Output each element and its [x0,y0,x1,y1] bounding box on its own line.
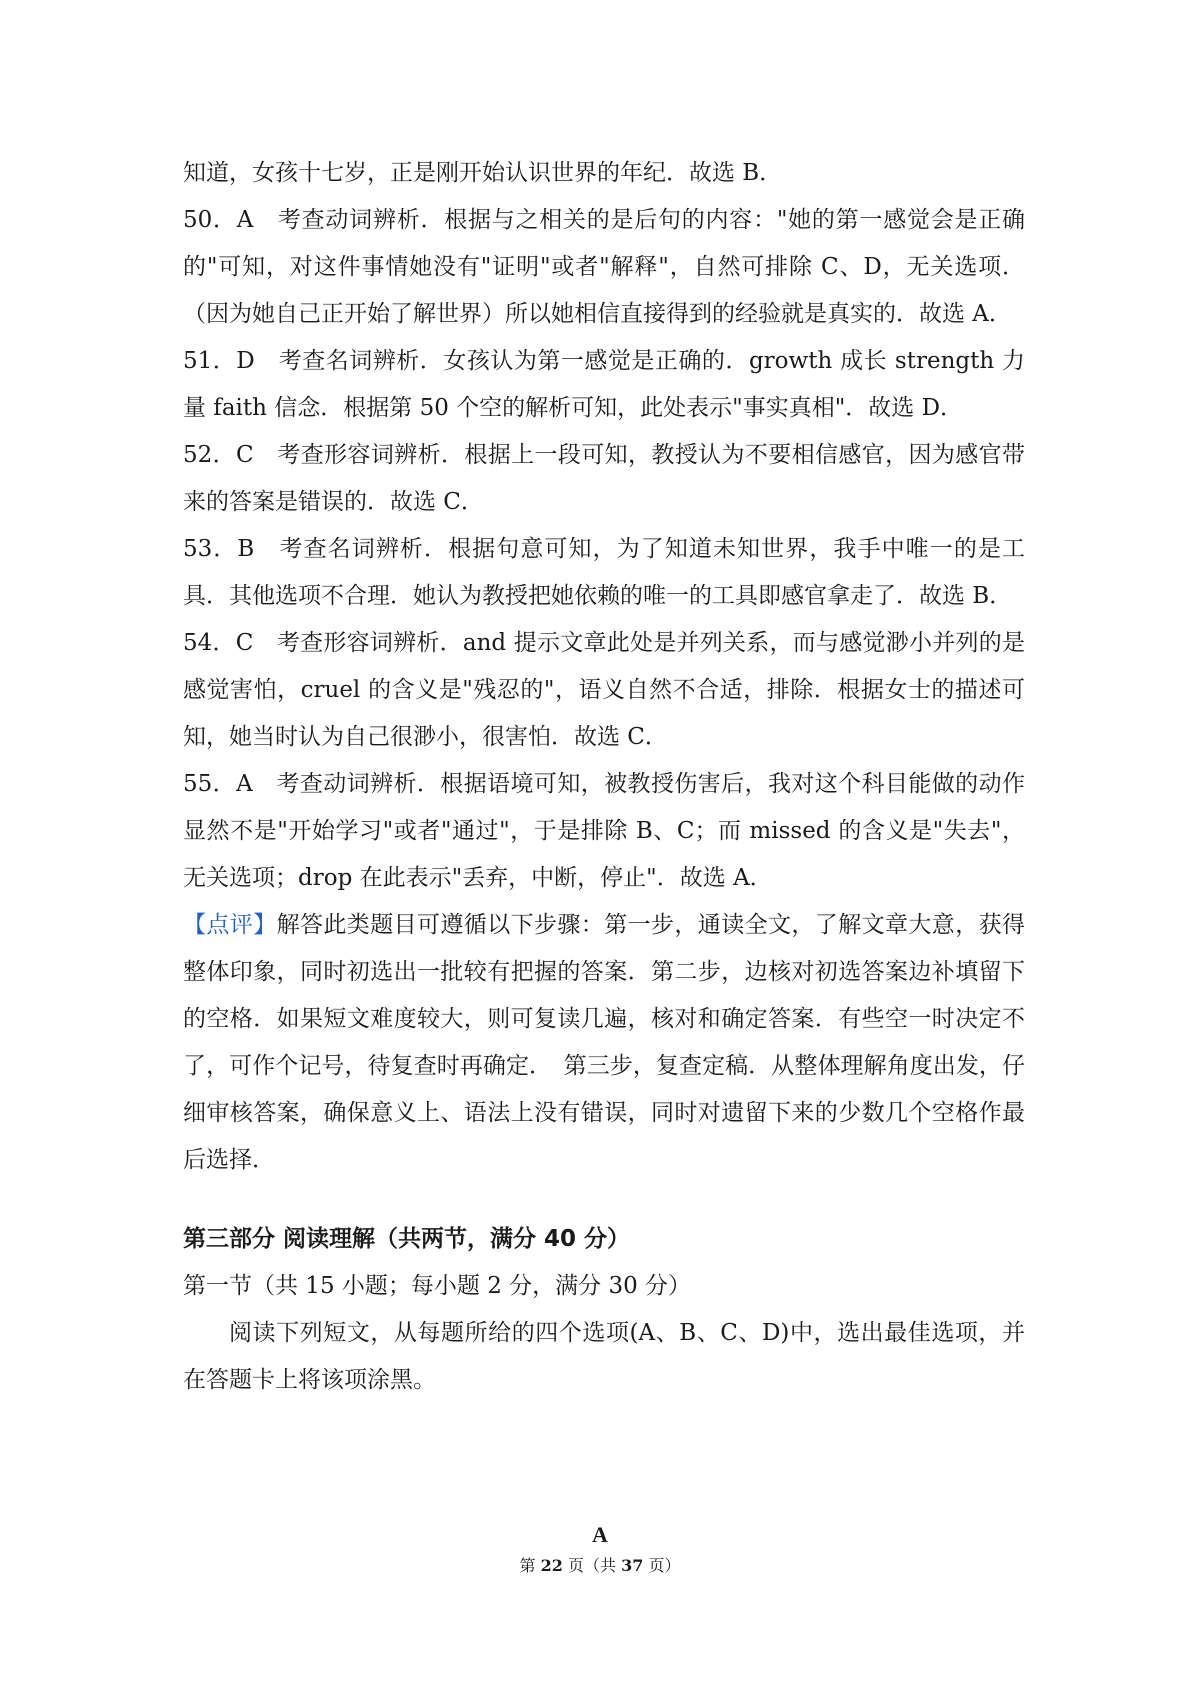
comment-text: 解答此类题目可遵循以下步骤：第一步，通读全文，了解文章大意，获得整体印象，同时初选出一批较有把握的答案．第二步，边核对初选答案边补填留下的空格．如果短文难度较大，则可复读几遍，核对和确定答案．有些空一时决定不了，可作个记号，待复查时再确定． 第三步，复查定稿．从整体理解角度出发，仔细审核答案，确保意义上、语法上没有错误，同时对遗留下来的少数几个空格作最后选择． [183,912,1026,1173]
answer-55: 55．A 考查动词辨析．根据语境可知，被教授伤害后，我对这个科目能做的动作显然不是"开始学习"或者"通过"，于是排除 B、C；而 missed 的含义是"失去"，无关选项；drop 在此表示"丢弃，中断，停止"．故选 A． [183,771,1025,891]
page-middle: 页（共 [562,1556,622,1575]
document-body [183,150,1025,1404]
paragraph-intro: 知道，女孩十七岁，正是刚开始认识世界的年纪．故选 B． [183,160,783,186]
page-suffix: 页） [643,1556,681,1575]
page-prefix: 第 [519,1556,541,1575]
answer-51: 51．D 考查名词辨析．女孩认为第一感觉是正确的．growth 成长 strength 力量 faith 信念．根据第 50 个空的解析可知，此处表示"事实真相"．故选 D． [183,348,1025,421]
section-instruction: 阅读下列短文，从每题所给的四个选项(A、B、C、D)中，选出最佳选项，并在答题卡上将该项涂黑。 [183,1320,1025,1393]
section-subtitle: 第一节（共 15 小题；每小题 2 分，满分 30 分） [183,1273,692,1299]
answer-52: 52．C 考查形容词辨析．根据上一段可知，教授认为不要相信感官，因为感官带来的答案是错误的．故选 C． [183,442,1025,515]
answer-50: 50．A 考查动词辨析．根据与之相关的是后句的内容："她的第一感觉会是正确的"可知，对这件事情她没有"证明"或者"解释"，自然可排除 C、D，无关选项．（因为她自己正开始了解世界）所以她相信直接得到的经验就是真实的．故选 A． [183,207,1025,327]
page-total: 37 [621,1556,644,1575]
comment-paragraph [183,902,1025,1184]
comment-tag: 【点评】 [183,912,277,938]
page-current: 22 [540,1556,563,1575]
footer-letter: A [592,1522,608,1547]
answer-53: 53．B 考查名词辨析．根据句意可知，为了知道未知世界，我手中唯一的是工具．其他选项不合理．她认为教授把她依赖的唯一的工具即感官拿走了．故选 B． [183,536,1025,609]
answer-54: 54．C 考查形容词辨析．and 提示文章此处是并列关系，而与感觉渺小并列的是感觉害怕，cruel 的含义是"残忍的"，语义自然不合适，排除．根据女士的描述可知，她当时认为自己很渺小，很害怕．故选 C． [183,630,1025,750]
page-number [0,1553,1200,1576]
section-title: 第三部分 阅读理解（共两节，满分 40 分） [183,1226,631,1252]
